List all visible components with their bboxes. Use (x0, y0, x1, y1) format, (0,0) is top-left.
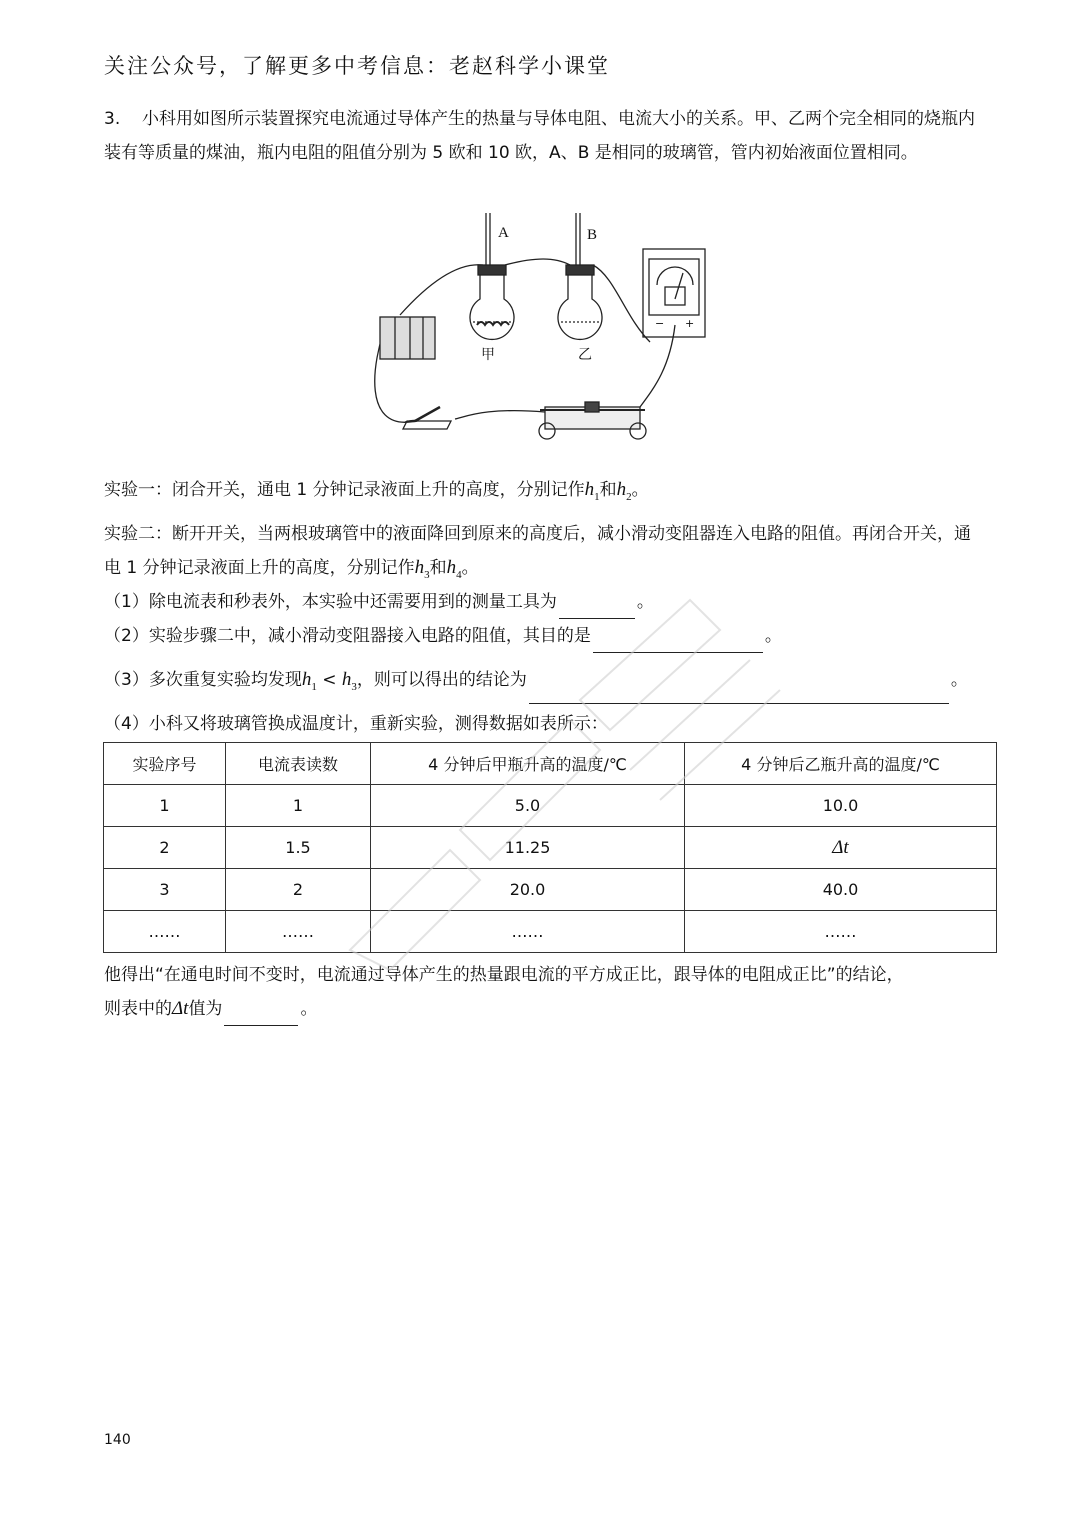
exp2-s1: 3 (424, 568, 430, 581)
q3-answer-blank[interactable] (529, 683, 949, 704)
q3-op: < (316, 670, 342, 690)
table-cell: 11.25 (371, 827, 685, 869)
table-cell: 1 (226, 785, 371, 827)
table-cell: 1.5 (226, 827, 371, 869)
exp1-and: 和 (599, 480, 617, 500)
q3-text: （3）多次重复实验均发现 (104, 670, 302, 690)
table-row (104, 827, 997, 869)
q1-end: 。 (636, 592, 654, 612)
var-h4 (446, 557, 462, 581)
experiment-two (104, 517, 984, 592)
label-b: B (587, 227, 598, 243)
table-cell: …… (371, 911, 685, 953)
table-row (104, 869, 997, 911)
data-table (103, 742, 997, 953)
table-row (104, 911, 997, 953)
question-1 (104, 585, 984, 619)
table-header: 4 分钟后甲瓶升高的温度/℃ (371, 743, 685, 785)
exp1-v1: h (584, 479, 595, 500)
exp2-s2: 4 (456, 568, 462, 581)
exp1-s2: 2 (626, 490, 632, 503)
q3-text2: ，则可以得出的结论为 (356, 670, 527, 690)
exp1-end: 。 (631, 480, 649, 500)
table-cell: 20.0 (371, 869, 685, 911)
page-header: 关注公众号，了解更多中考信息：老赵科学小课堂 (104, 54, 610, 78)
table-cell: 5.0 (371, 785, 685, 827)
conclusion-line-2 (104, 992, 984, 1026)
question-number: 3. (104, 109, 121, 129)
page-number: 140 (104, 1432, 131, 1448)
q1-text: （1）除电流表和秒表外，本实验中还需要用到的测量工具为 (104, 592, 557, 612)
q3-v2: h (341, 669, 352, 690)
exp2-v2: h (446, 557, 457, 578)
conclusion-mid: 值为 (188, 999, 223, 1019)
table-row (104, 785, 997, 827)
label-yi: 乙 (578, 347, 592, 363)
exp2-v1: h (414, 557, 425, 578)
var-h2 (616, 479, 632, 503)
question-2 (104, 619, 984, 653)
conclusion-line-1: 他得出“在通电时间不变时，电流通过导体产生的热量跟电流的平方成正比，跟导体的电阻成正比”的结论， (104, 965, 904, 985)
table-cell: …… (104, 911, 226, 953)
table-cell: …… (685, 911, 997, 953)
conclusion-prefix: 则表中的 (104, 999, 172, 1019)
exp1-s1: 1 (594, 490, 600, 503)
q3-v1: h (301, 669, 312, 690)
question-intro (104, 102, 984, 170)
exp1-v2: h (616, 479, 627, 500)
table-cell: 40.0 (685, 869, 997, 911)
table-cell: …… (226, 911, 371, 953)
exp2-and: 和 (429, 558, 447, 578)
circuit-diagram (365, 207, 715, 457)
meter-minus-label: − (655, 317, 665, 330)
q3-end: 。 (950, 670, 968, 690)
q3-s2: 3 (351, 680, 357, 693)
var-h1 (584, 479, 600, 503)
q3-s1: 1 (311, 680, 317, 693)
table-header: 电流表读数 (226, 743, 371, 785)
table-header-row (104, 743, 997, 785)
question-intro-text: 小科用如图所示装置探究电流通过导体产生的热量与导体电阻、电流大小的关系。甲、乙两个完全相同的烧瓶内装有等质量的煤油，瓶内电阻的阻值分别为 5 欧和 10 欧，A、B 是相同的玻璃管，管内初始液面位置相同。 (104, 109, 975, 163)
var-h1-q3 (301, 669, 317, 693)
q2-end: 。 (764, 626, 782, 646)
table-header: 实验序号 (104, 743, 226, 785)
table-cell: 2 (104, 827, 226, 869)
conclusion-end: 。 (300, 999, 318, 1019)
table-cell: 3 (104, 869, 226, 911)
question-3 (104, 663, 984, 704)
exp2-end: 。 (461, 558, 479, 578)
var-h3 (414, 557, 430, 581)
q2-answer-blank[interactable] (593, 632, 763, 653)
table-cell: 2 (226, 869, 371, 911)
experiment-one (104, 473, 984, 514)
exp1-text: 实验一：闭合开关，通电 1 分钟记录液面上升的高度，分别记作 (104, 480, 585, 500)
label-jia: 甲 (481, 347, 495, 363)
table-cell: 1 (104, 785, 226, 827)
delta-t-answer-blank[interactable] (224, 1005, 298, 1026)
q1-answer-blank[interactable] (559, 598, 635, 619)
meter-plus-label: + (685, 317, 695, 330)
table-cell: 10.0 (685, 785, 997, 827)
conclusion-delta-var: Δt (172, 998, 189, 1019)
exp2-text: 实验二：断开开关，当两根玻璃管中的液面降回到原来的高度后，减小滑动变阻器连入电路的阻值。再闭合开关，通电 1 分钟记录液面上升的高度，分别记作 (104, 524, 971, 578)
question-4: （4）小科又将玻璃管换成温度计，重新实验，测得数据如表所示： (104, 714, 608, 734)
q2-text: （2）实验步骤二中，减小滑动变阻器接入电路的阻值，其目的是 (104, 626, 591, 646)
table-cell-delta-t: Δt (685, 827, 997, 869)
label-a: A (498, 225, 509, 241)
table-header: 4 分钟后乙瓶升高的温度/℃ (685, 743, 997, 785)
var-h3-q3 (341, 669, 357, 693)
